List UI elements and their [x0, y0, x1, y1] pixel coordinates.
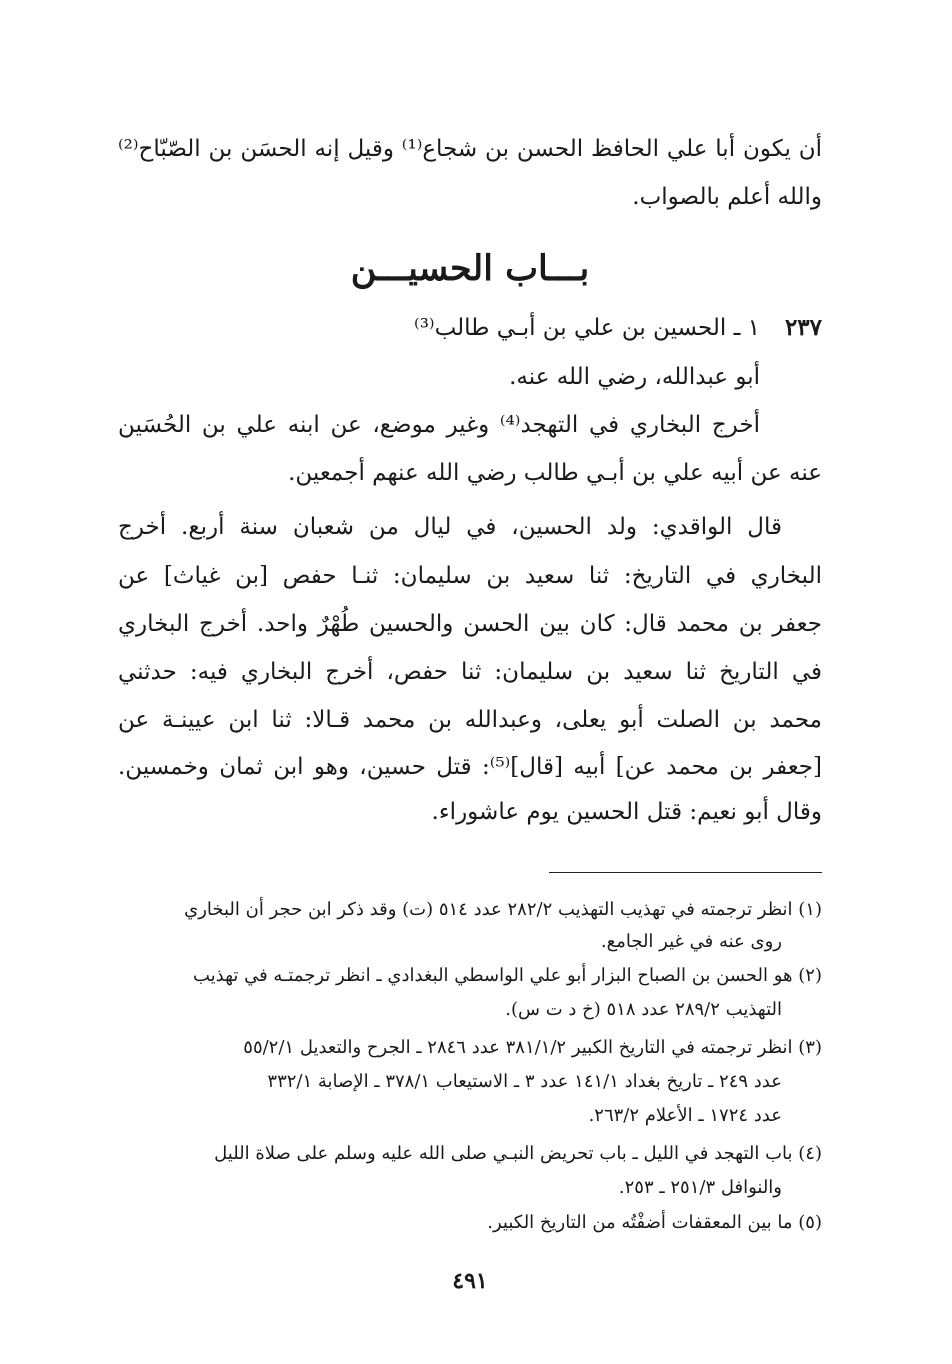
- footnote-number: (١): [798, 899, 822, 920]
- body-line-2: والله أعلم بالصواب.: [632, 184, 822, 210]
- para2-line-4: في التاريخ ثنا سعيد بن سليمان: ثنا حفص، أخرج البخاري فيه: حدثني: [118, 659, 822, 685]
- footnote-2-continuation: التهذيب ٢٨٩/٢ عدد ٥١٨ (خ د ت س).: [505, 999, 782, 1020]
- footnote-3-continuation-1: عدد ٢٤٩ ـ تاريخ بغداد ١٤١/١ عدد ٣ ـ الاستيعاب ٣٧٨/١ ـ الإصابة ٣٣٢/١: [267, 1071, 782, 1092]
- para2-line-5: محمد بن الصلت أبو يعلى، وعبدالله بن محمد قـالا: ثنا ابن عيينـة عن: [118, 707, 822, 733]
- footnote-3-continuation-2: عدد ١٧٢٤ ـ الأعلام ٢٦٣/٢.: [588, 1105, 782, 1126]
- body-line-1: أن يكون أبا علي الحافظ الحسن بن شجاع⁽¹⁾ وقيل إنه الحسَن بن الصّبّاح⁽²⁾: [118, 136, 822, 162]
- entry-number: ٢٣٧: [784, 314, 822, 341]
- footnote-number: (٥): [798, 1212, 822, 1233]
- footnote-1-continuation: روى عنه في غير الجامع.: [600, 931, 782, 952]
- footnote-1: [118, 897, 822, 923]
- footnote-text: انظر ترجمته في التاريخ الكبير ٣٨١/١/٢ عدد ٢٨٤٦ ـ الجرح والتعديل ٥٥/٢/١: [243, 1037, 793, 1058]
- footnote-text: ما بين المعقفات أضفْتُه من التاريخ الكبير.: [487, 1212, 793, 1233]
- footnote-number: (٣): [798, 1037, 822, 1058]
- footnote-4-continuation: والنوافل ٢٥١/٣ ـ ٢٥٣.: [618, 1177, 782, 1198]
- body-line-5: عنه عن أبيه علي بن أبـي طالب رضي الله عنهم أجمعين.: [288, 460, 822, 486]
- entry-title: ١ ـ الحسين بن علي بن أبـي طالب⁽³⁾: [414, 315, 760, 341]
- footnote-text: هو الحسن بن الصباح البزار أبو علي الواسطي البغدادي ـ انظر ترجمتـه في تهذيب: [192, 965, 793, 986]
- chapter-heading: بـــاب الحسيـــن: [350, 248, 590, 289]
- body-line-4: أخرج البخاري في التهجد⁽⁴⁾ وغير موضع، عن ابنه علي بن الحُسَين: [118, 412, 760, 438]
- para2-line-1: قال الواقدي: ولد الحسين، في ليال من شعبان سنة أربع. أخرج: [118, 514, 782, 540]
- para2-line-3: جعفر بن محمد قال: كان بين الحسن والحسين طُهْرٌ واحد. أخرج البخاري: [118, 611, 822, 637]
- para2-line-2: البخاري في التاريخ: ثنا سعيد بن سليمان: ثنـا حفص [بن غياث] عن: [118, 563, 822, 589]
- page-number: ٤٩١: [452, 1268, 488, 1294]
- footnote-4: [118, 1141, 822, 1167]
- footnote-text: باب التهجد في الليل ـ باب تحريض النبـي صلى الله عليه وسلم على صلاة الليل: [214, 1143, 793, 1164]
- para2-line-7: وقال أبو نعيم: قتل الحسين يوم عاشوراء.: [431, 799, 822, 825]
- footnote-separator: [549, 872, 822, 873]
- footnote-5: [118, 1210, 822, 1236]
- footnote-3: [118, 1035, 822, 1061]
- footnote-number: (٤): [798, 1143, 822, 1164]
- footnote-number: (٢): [798, 965, 822, 986]
- footnote-2: [118, 963, 822, 989]
- para2-line-6: [جعفر بن محمد عن] أبيه [قال]⁽⁵⁾: قتل حسين، وهو ابن ثمان وخمسين.: [118, 754, 822, 780]
- kunya-line: أبو عبدالله، رضي الله عنه.: [509, 364, 760, 390]
- document-page: [118, 0, 822, 1364]
- footnote-text: انظر ترجمته في تهذيب التهذيب ٢٨٢/٢ عدد ٥١٤ (ت) وقد ذكر ابن حجر أن البخاري: [184, 899, 793, 920]
